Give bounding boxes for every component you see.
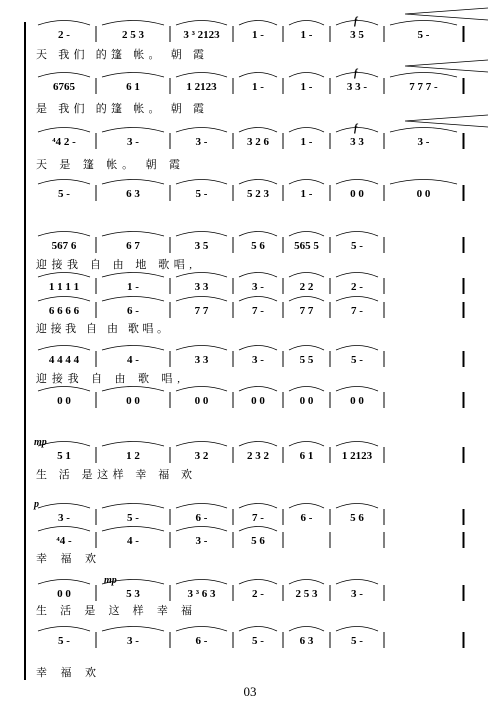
slur xyxy=(289,273,324,278)
note-group: 1 2123 xyxy=(341,450,373,462)
slur xyxy=(102,297,164,302)
lyric-line: 天 是 篷 帐。 朝 霞 xyxy=(36,159,180,171)
note-group: 7 - xyxy=(351,305,363,317)
slur xyxy=(176,297,227,302)
page-number: 03 xyxy=(243,684,257,699)
note-group: 1 - xyxy=(300,188,313,200)
note-group: 5 3 xyxy=(126,588,140,600)
note-group: 6 7 xyxy=(126,240,140,252)
slur xyxy=(336,232,378,237)
note-group: 3 - xyxy=(58,512,70,524)
note-group: 6 - xyxy=(195,512,208,524)
slur xyxy=(38,232,90,237)
note-group: 6 - xyxy=(300,512,313,524)
slur xyxy=(176,627,227,632)
note-group: 3 2 6 xyxy=(247,136,269,148)
note-group: 6765 xyxy=(53,81,75,93)
slur xyxy=(239,387,277,392)
slur xyxy=(176,580,227,585)
note-group: 7 - xyxy=(252,512,264,524)
note-group: 3 - xyxy=(127,635,139,647)
note-group: 3 3 xyxy=(350,136,364,148)
dynamic-marking: f xyxy=(354,123,358,134)
slur xyxy=(239,21,277,26)
slur xyxy=(390,21,457,26)
note-group: 6 3 xyxy=(299,635,314,647)
dynamic-marking: p xyxy=(34,499,39,510)
note-group: 1 - xyxy=(300,29,313,41)
slur xyxy=(176,346,227,351)
slur xyxy=(176,232,227,237)
slur xyxy=(176,128,227,133)
note-group: 0 0 xyxy=(57,588,71,600)
slur xyxy=(336,442,378,447)
slur xyxy=(336,580,378,585)
note-group: 0 0 xyxy=(57,395,71,407)
slur xyxy=(289,580,324,585)
slur xyxy=(102,232,164,237)
slur xyxy=(102,387,164,392)
note-group: 3 ³ 6 3 xyxy=(187,588,216,600)
slur xyxy=(239,273,277,278)
note-group: 1 - xyxy=(300,136,313,148)
note-group: 5 - xyxy=(58,635,70,647)
slur xyxy=(239,504,277,509)
slur xyxy=(102,442,164,447)
slur xyxy=(239,627,277,632)
slur xyxy=(289,297,324,302)
slur xyxy=(102,527,164,532)
crescendo-hairpin xyxy=(405,60,488,72)
note-group: 1 - xyxy=(252,29,264,41)
note-group: 5 - xyxy=(58,188,70,200)
note-group: 5 - xyxy=(351,635,363,647)
note-group: 5 6 xyxy=(350,512,364,524)
slur xyxy=(102,346,164,351)
slur xyxy=(102,73,164,78)
note-group: 6 - xyxy=(195,635,208,647)
slur xyxy=(102,180,164,185)
note-group: 2 3 2 xyxy=(247,450,269,462)
slur xyxy=(38,297,90,302)
slur xyxy=(289,346,324,351)
slur xyxy=(239,527,277,532)
note-group: 0 0 xyxy=(251,395,265,407)
slur xyxy=(38,346,90,351)
lyric-line: 幸 福 欢 xyxy=(36,553,96,565)
note-group: 4 - xyxy=(127,354,139,366)
note-group: 1 - xyxy=(252,81,264,93)
note-group: 5 6 xyxy=(251,535,265,547)
slur xyxy=(102,21,164,26)
note-group: 0 0 xyxy=(350,188,364,200)
note-group: 5 - xyxy=(252,635,264,647)
note-group: 5 - xyxy=(351,354,363,366)
slur xyxy=(289,387,324,392)
note-group: 3 - xyxy=(252,281,264,293)
note-group: 3 - xyxy=(417,136,430,148)
slur xyxy=(38,21,90,26)
note-group: 3 3 - xyxy=(346,81,368,93)
slur xyxy=(102,273,164,278)
slur xyxy=(239,180,277,185)
note-group: ⁴4 - xyxy=(56,535,72,547)
slur xyxy=(176,442,227,447)
note-group: 3 ³ 2123 xyxy=(183,29,220,41)
note-group: 1 2123 xyxy=(186,81,217,93)
note-group: 1 - xyxy=(300,81,313,93)
note-group: 567 6 xyxy=(51,240,77,252)
lyric-line: 迎接我 自 由 歌唱。 xyxy=(36,323,168,335)
slur xyxy=(176,527,227,532)
dynamic-marking: f xyxy=(354,68,358,79)
note-group: 6 1 xyxy=(299,450,314,462)
slur xyxy=(38,627,90,632)
slur xyxy=(38,273,90,278)
note-group: 3 5 xyxy=(194,240,209,252)
slur xyxy=(336,273,378,278)
slur xyxy=(38,527,90,532)
note-group: ⁴4 2 - xyxy=(52,136,76,148)
lyric-line: 生 活 是 这 样 幸 福 xyxy=(36,605,192,617)
slur xyxy=(289,21,324,26)
slur xyxy=(289,128,324,133)
note-group: 5 - xyxy=(127,512,139,524)
note-group: 3 2 xyxy=(194,450,209,462)
slur xyxy=(289,627,324,632)
slur xyxy=(289,504,324,509)
slur xyxy=(38,504,90,509)
note-group: 2 - xyxy=(252,588,264,600)
dynamic-marking: mp xyxy=(34,437,47,448)
lyric-line: 迎接我 自 由 歌 唱, xyxy=(36,373,180,385)
note-group: 0 0 xyxy=(299,395,314,407)
note-group: 7 - xyxy=(252,305,264,317)
slur xyxy=(336,346,378,351)
note-group: 5 - xyxy=(417,29,430,41)
note-group: 2 - xyxy=(58,29,70,41)
slur xyxy=(176,387,227,392)
slur xyxy=(239,128,277,133)
lyric-line: 生 活 是这样 幸 福 欢 xyxy=(36,469,192,481)
note-group: 6 6 6 6 xyxy=(48,305,80,317)
note-group: 2 5 3 xyxy=(295,588,318,600)
note-group: 3 5 xyxy=(350,29,364,41)
dynamic-marking: mp xyxy=(104,575,117,586)
slur xyxy=(176,273,227,278)
slur xyxy=(336,504,378,509)
slur xyxy=(38,580,90,585)
slur xyxy=(336,627,378,632)
slur xyxy=(239,232,277,237)
note-group: 5 5 xyxy=(299,354,314,366)
slur xyxy=(102,128,164,133)
lyric-line: 迎接我 自 由 地 歌唱, xyxy=(36,259,192,271)
slur xyxy=(239,442,277,447)
note-group: 3 - xyxy=(195,136,208,148)
note-group: 3 - xyxy=(195,535,208,547)
note-group: 3 - xyxy=(351,588,363,600)
note-group: 5 6 xyxy=(251,240,265,252)
slur xyxy=(289,232,324,237)
slur xyxy=(38,128,90,133)
slur xyxy=(390,128,457,133)
note-group: 3 - xyxy=(127,136,139,148)
slur xyxy=(38,180,90,185)
note-group: 6 1 xyxy=(126,81,140,93)
note-group: 5 - xyxy=(195,188,208,200)
lyric-line: 幸 福 欢 xyxy=(36,667,96,679)
slur xyxy=(336,387,378,392)
note-group: 7 7 xyxy=(194,305,209,317)
note-group: 3 - xyxy=(252,354,264,366)
note-group: 4 - xyxy=(127,535,139,547)
note-group: 5 2 3 xyxy=(247,188,269,200)
note-group: 6 - xyxy=(127,305,139,317)
slur xyxy=(102,627,164,632)
slur xyxy=(176,21,227,26)
note-group: 6 3 xyxy=(126,188,140,200)
slur xyxy=(239,580,277,585)
slur xyxy=(176,504,227,509)
dynamic-marking: f xyxy=(354,16,358,27)
lyric-line: 是 我们 的篷 帐。 朝 霞 xyxy=(36,103,204,115)
slur xyxy=(239,346,277,351)
note-group: 1 2 xyxy=(126,450,140,462)
crescendo-hairpin xyxy=(405,115,488,127)
note-group: 5 - xyxy=(351,240,363,252)
slur xyxy=(336,180,378,185)
note-group: 1 - xyxy=(127,281,139,293)
note-group: 2 2 xyxy=(299,281,314,293)
slur xyxy=(38,73,90,78)
slur xyxy=(239,73,277,78)
slur xyxy=(289,180,324,185)
note-group: 2 - xyxy=(351,281,363,293)
slur xyxy=(289,442,324,447)
note-group: 5 1 xyxy=(57,450,71,462)
note-group: 565 5 xyxy=(294,240,319,252)
note-group: 0 0 xyxy=(126,395,140,407)
slur xyxy=(38,387,90,392)
slur xyxy=(289,73,324,78)
note-group: 4 4 4 4 xyxy=(48,354,80,366)
note-group: 0 0 xyxy=(416,188,431,200)
note-group: 7 7 7 - xyxy=(409,81,438,93)
note-group: 7 7 xyxy=(299,305,314,317)
slur xyxy=(102,504,164,509)
note-group: 0 0 xyxy=(194,395,209,407)
note-group: 1 1 1 1 xyxy=(48,281,80,293)
crescendo-hairpin xyxy=(405,8,488,20)
note-group: 2 5 3 xyxy=(122,29,144,41)
slur xyxy=(176,180,227,185)
note-group: 0 0 xyxy=(350,395,364,407)
slur xyxy=(239,297,277,302)
note-group: 3 3 xyxy=(194,354,209,366)
note-group: 3 3 xyxy=(194,281,209,293)
slur xyxy=(390,73,457,78)
slur xyxy=(390,180,457,185)
slur xyxy=(336,297,378,302)
lyric-line: 天 我们 的篷 帐。 朝 霞 xyxy=(36,49,204,61)
slur xyxy=(176,73,227,78)
